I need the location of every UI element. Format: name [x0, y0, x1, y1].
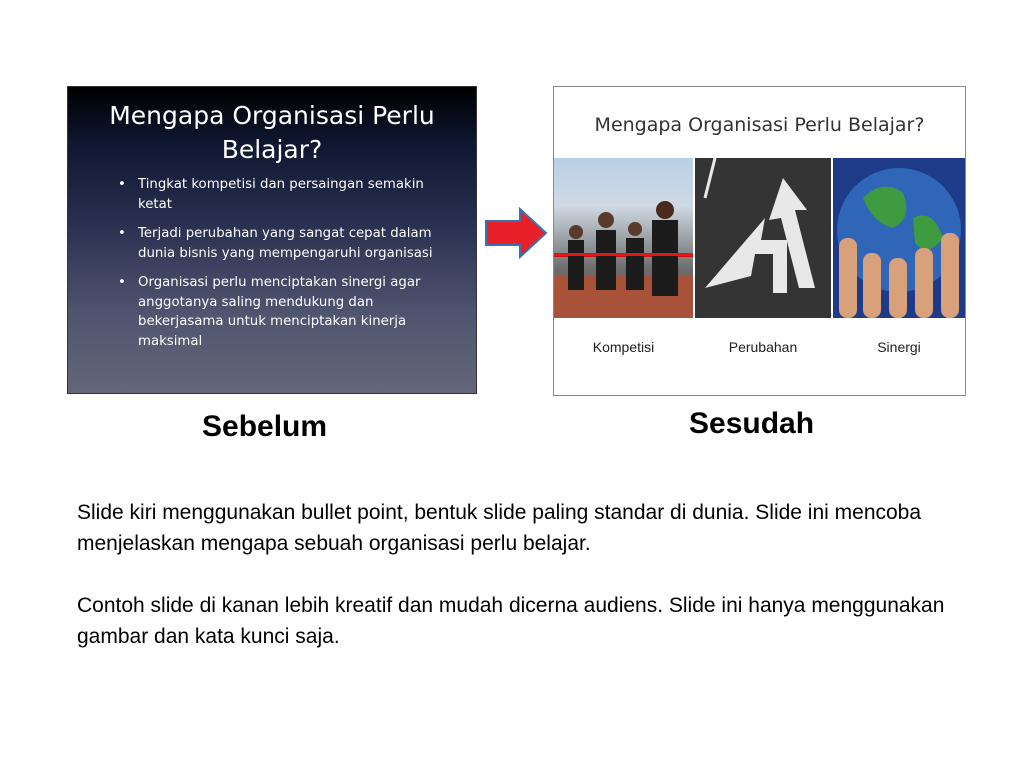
description-paragraph-2: Contoh slide di kanan lebih kreatif dan mudah dicerna audiens. Slide ini hanya menggunakan gambar dan kata kunci saja.: [77, 594, 945, 648]
after-slide-title: Mengapa Organisasi Perlu Belajar?: [594, 114, 925, 136]
caption-perubahan: Perubahan: [728, 339, 798, 355]
label-before: Sebelum: [202, 410, 328, 443]
after-slide-images: [554, 158, 965, 318]
bullet-dot-icon: •: [118, 275, 126, 290]
change-image: [695, 158, 831, 318]
right-arrow-icon: [484, 207, 548, 259]
bullet-item: [118, 224, 446, 263]
bullet-item: [118, 273, 446, 351]
competition-image: [554, 158, 693, 318]
caption-sinergi: Sinergi: [877, 339, 921, 355]
before-slide-bullets: [118, 175, 446, 361]
synergy-image: [833, 158, 965, 318]
before-slide-title: Mengapa Organisasi Perlu Belajar?: [109, 101, 435, 164]
bullet-dot-icon: •: [118, 226, 126, 241]
before-slide: [67, 86, 477, 394]
bullet-item: [118, 175, 446, 214]
caption-kompetisi: Kompetisi: [592, 339, 655, 355]
description-paragraph-1: Slide kiri menggunakan bullet point, bentuk slide paling standar di dunia. Slide ini mencoba menjelaskan mengapa sebuah organisasi perlu belajar.: [77, 501, 922, 555]
description: [77, 497, 957, 683]
bullet-text: Tingkat kompetisi dan persaingan semakin ketat: [138, 177, 424, 212]
label-after: Sesudah: [689, 407, 815, 440]
bullet-text: Terjadi perubahan yang sangat cepat dalam dunia bisnis yang mempengaruhi organisasi: [138, 226, 433, 261]
bullet-dot-icon: •: [118, 177, 126, 192]
bullet-text: Organisasi perlu menciptakan sinergi agar anggotanya saling mendukung dan bekerjasama untuk menciptakan kinerja maksimal: [138, 275, 421, 349]
after-slide: [553, 86, 966, 396]
